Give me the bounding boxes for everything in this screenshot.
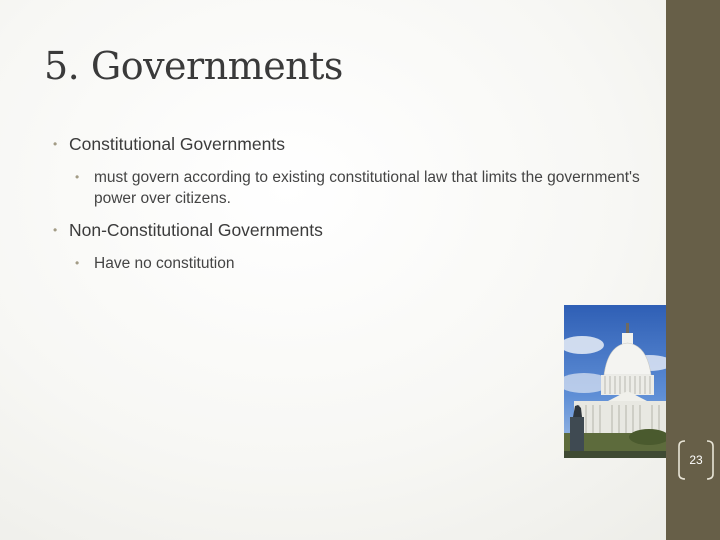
bullet-dot-icon: • [53, 137, 58, 151]
bullet-text: Non-Constitutional Governments [69, 220, 323, 240]
sub-bullet-constitutional [52, 167, 642, 209]
bullet-non-constitutional [52, 218, 642, 242]
bullet-dot-icon: • [75, 170, 80, 184]
bullet-dot-icon: • [75, 256, 80, 270]
bullet-dot-icon: • [53, 223, 58, 237]
bullet-text: Constitutional Governments [69, 134, 285, 154]
sub-bullet-text: Have no constitution [94, 255, 235, 272]
page-number: 23 [689, 453, 703, 467]
slide-title: 5. Governments [44, 44, 343, 88]
capitol-building-icon [564, 305, 666, 458]
sub-bullet-text: must govern according to existing constitutional law that limits the government's power over citizens. [94, 169, 640, 207]
bullet-list [52, 132, 642, 283]
bullet-constitutional [52, 132, 642, 156]
sub-bullet-non-constitutional [52, 253, 642, 274]
capitol-photo [564, 305, 666, 458]
